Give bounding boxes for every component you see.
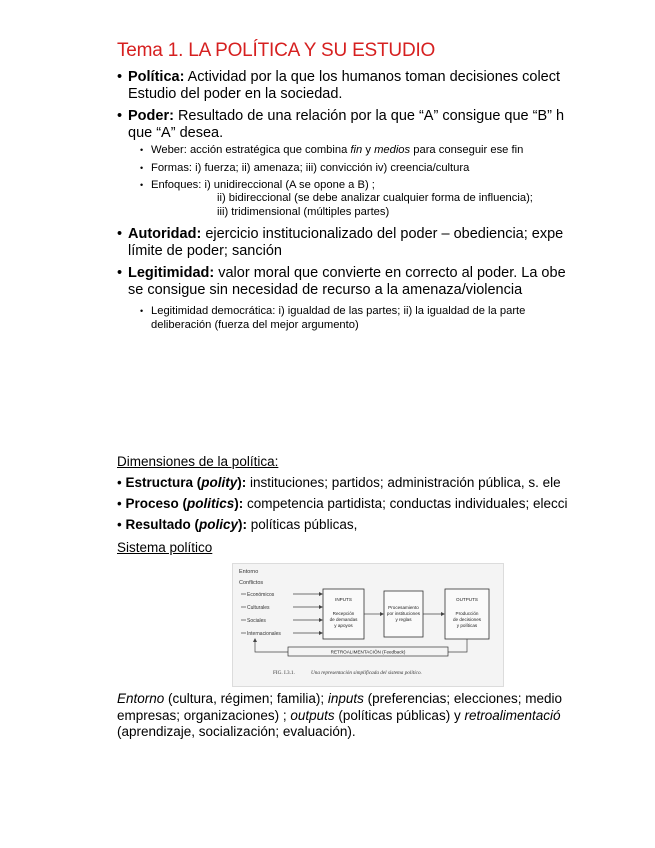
politica-def-line2: Estudio del poder en la sociedad. — [128, 86, 343, 102]
bullet-dot: • — [117, 517, 126, 532]
term-outputs: outputs — [290, 708, 335, 723]
fig-proc-line3: y reglas — [395, 617, 412, 622]
weber-y: y — [362, 144, 375, 156]
enfoques-line3: iii) tridimensional (múltiples partes) — [217, 206, 390, 218]
weber-post: para conseguir ese fin — [410, 144, 524, 156]
bullet-dot: • — [140, 145, 144, 155]
para-text-2b: (políticas públicas) y — [334, 708, 465, 723]
para-text-2a: empresas; organizaciones) ; — [117, 708, 291, 723]
legitimidad-sub-line2: deliberación (fuerza del mejor argumento) — [151, 319, 359, 331]
fig-inputs-line3: y apoyos — [334, 623, 353, 628]
legitimidad-sub-line1: Legitimidad democrática: i) igualdad de las partes; ii) la igualdad de la parte — [151, 305, 526, 317]
bullet-dot: • — [117, 108, 123, 124]
para-text-1a: (cultura, régimen; familia); — [164, 691, 328, 706]
bullet-estructura — [117, 475, 561, 491]
poder-def-line1: Resultado de una relación por la que “A” consigue que “B” h — [173, 108, 565, 124]
bullet-dot: • — [117, 475, 126, 490]
legitimidad-def-line2: se consigue sin necesidad de recurso a la amenaza/violencia — [128, 282, 523, 298]
sistema-paragraph-line1 — [117, 691, 562, 707]
term-retroalimentacion: retroalimentació — [464, 708, 561, 723]
weber-medios: medios — [374, 144, 411, 156]
page-title: Tema 1. LA POLÍTICA Y SU ESTUDIO — [117, 40, 436, 61]
fig-item-economicos: Económicos — [247, 592, 275, 598]
autoridad-def-line2: límite de poder; sanción — [128, 243, 282, 259]
bullet-proceso — [117, 496, 567, 512]
enfoques-line1: Enfoques: i) unidireccional (A se opone a B) ; — [151, 179, 375, 191]
bullet-dot: • — [140, 163, 144, 173]
formas-text: Formas: i) fuerza; ii) amenaza; iii) convicción iv) creencia/cultura — [151, 162, 470, 174]
term-autoridad: Autoridad: — [128, 226, 202, 242]
poder-def-line2: que “A” desea. — [128, 125, 224, 141]
para-text-1b: (preferencias; elecciones; medio — [363, 691, 562, 706]
term-inputs: inputs — [327, 691, 364, 706]
politica-def-line1: Actividad por la que los humanos toman decisiones colect — [184, 69, 561, 85]
fig-feedback-label: RETROALIMENTACIÓN (Feedback) — [330, 649, 406, 655]
weber-text: Weber: acción estratégica que combina — [151, 144, 351, 156]
fig-outputs-line1: Producción — [455, 611, 479, 616]
fig-item-internacionales: Internacionales — [247, 631, 281, 637]
fig-proc-line1: Procesamiento — [388, 605, 419, 610]
fig-feedback-arrowhead — [253, 638, 257, 642]
term-poder: Poder: — [128, 108, 174, 124]
bullet-dot: • — [140, 306, 144, 316]
term-entorno: Entorno — [117, 691, 165, 706]
term-estructura: Estructura (polity): — [125, 475, 247, 490]
fig-caption-text: Una representación simplificada del sistema político. — [311, 670, 422, 676]
bullet-dot: • — [140, 180, 144, 190]
fig-caption-label: FIG. I.3.1. — [273, 670, 295, 676]
fig-inputs-line2: de demandas — [329, 617, 358, 622]
fig-item-culturales: Culturales — [247, 605, 270, 611]
dimensiones-heading: Dimensiones de la política: — [117, 454, 279, 469]
term-legitimidad: Legitimidad: — [128, 265, 215, 281]
fig-conflictos: Conflictos — [239, 580, 264, 586]
estructura-text: instituciones; partidos; administración pública, s. ele — [246, 475, 561, 490]
fig-outputs-title: OUTPUTS — [456, 597, 478, 602]
term-politica: Política: — [128, 69, 185, 85]
sistema-paragraph-line2 — [117, 708, 561, 724]
enfoques-line2: ii) bidireccional (se debe analizar cualquier forma de influencia); — [217, 192, 533, 204]
bullet-resultado — [117, 517, 357, 533]
fig-proc-line2: por instituciones — [386, 611, 421, 616]
fig-outputs-line3: y políticas — [456, 623, 478, 628]
sistema-paragraph-line3: (aprendizaje, socialización; evaluación). — [117, 724, 356, 739]
bullet-dot: • — [117, 69, 123, 85]
sistema-heading: Sistema político — [117, 540, 213, 555]
term-proceso: Proceso (politics): — [125, 496, 244, 511]
bullet-dot: • — [117, 496, 126, 511]
resultado-text: políticas públicas, — [247, 517, 358, 532]
bullet-dot: • — [117, 265, 123, 281]
fig-item-sociales: Sociales — [247, 618, 266, 624]
fig-inputs-line1: Recepción — [332, 611, 355, 616]
bullet-dot: • — [117, 226, 123, 242]
figure-diagram — [233, 564, 503, 686]
legitimidad-def-line1: valor moral que convierte en correcto al poder. La obe — [214, 265, 566, 281]
term-resultado: Resultado (policy): — [125, 517, 248, 532]
sistema-politico-figure — [232, 563, 504, 687]
fig-entorno: Entorno — [239, 569, 259, 575]
autoridad-def-line1: ejercicio institucionalizado del poder – obediencia; expe — [201, 226, 564, 242]
proceso-text: competencia partidista; conductas individuales; elecci — [243, 496, 568, 511]
fig-inputs-title: INPUTS — [335, 597, 352, 602]
fig-outputs-line2: de decisiones — [452, 617, 482, 622]
weber-fin: fin — [350, 144, 363, 156]
